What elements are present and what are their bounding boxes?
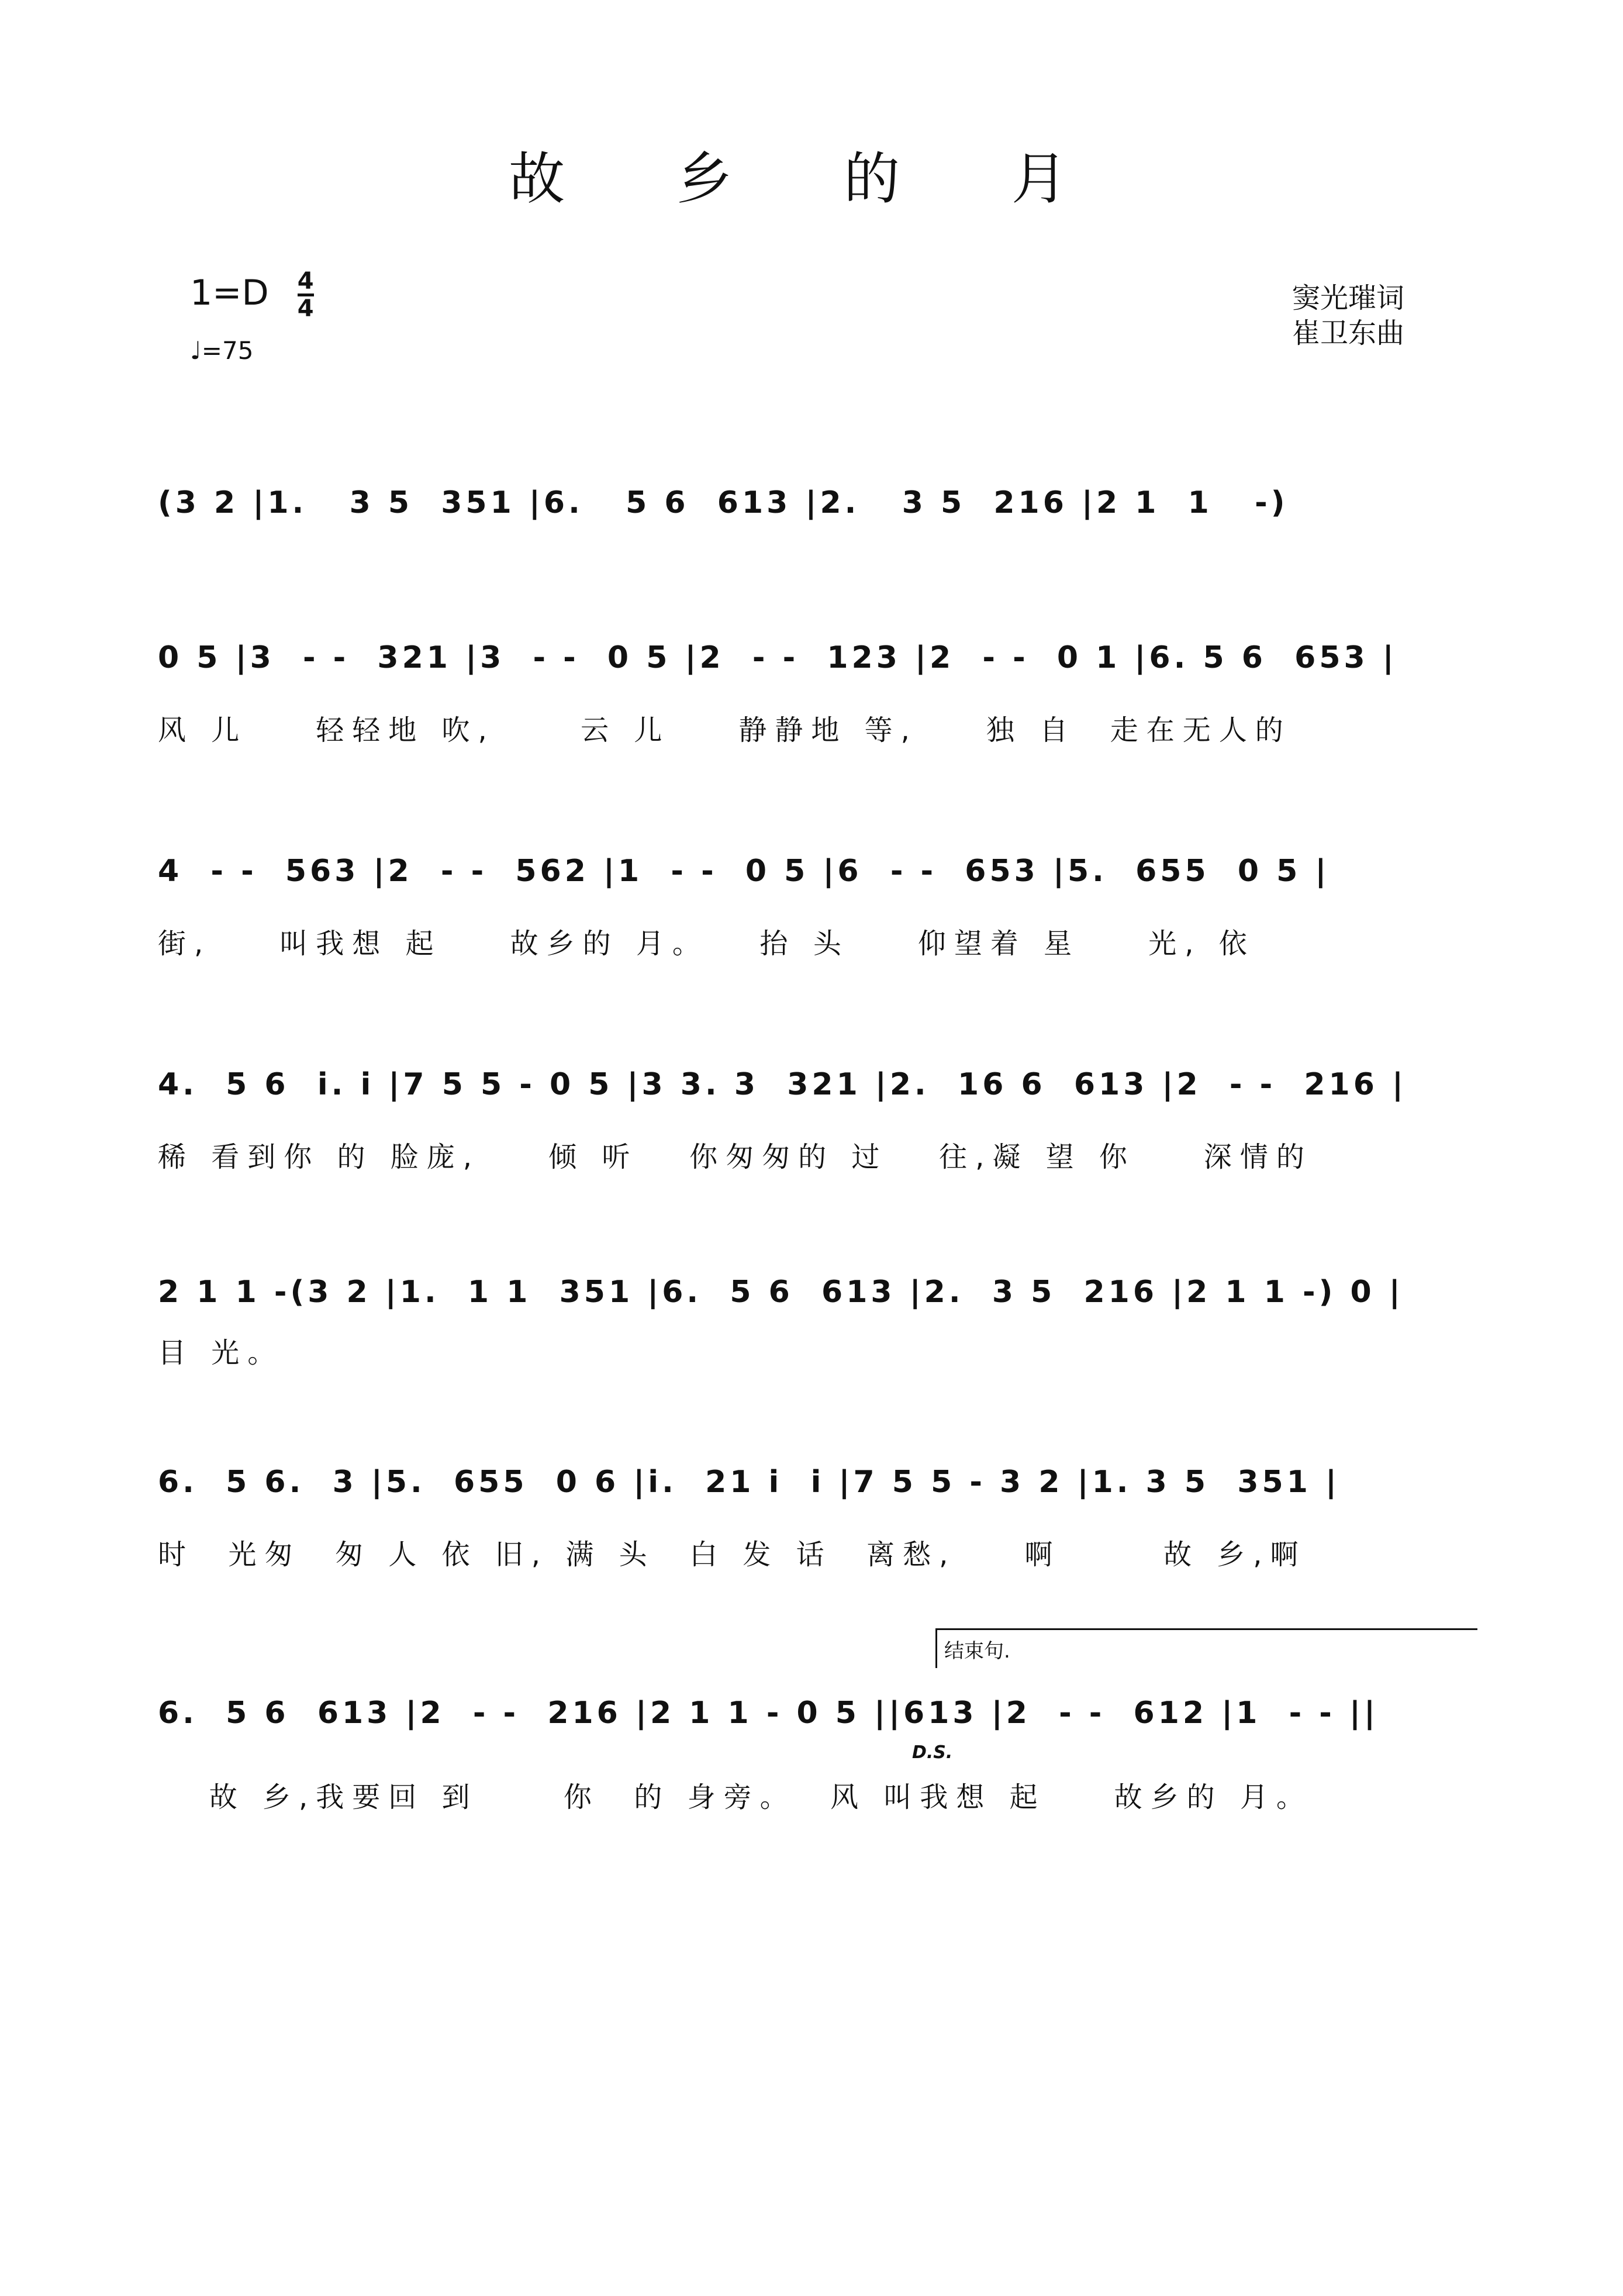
lyricist: 窦光璀词 (1292, 282, 1405, 315)
notation: (3 2 |1. 3 5 351 |6. 5 6 613 |2. 3 5 216 |2 1 1 -) (158, 485, 1289, 520)
notation: 2 1 1 -(3 2 |1. 1 1 351 |6. 5 6 613 |2. 3 5 216 |2 1 1 -) 0 | (158, 1275, 1404, 1310)
key-signature (190, 269, 314, 321)
lyrics: 风 儿 轻轻地 吹, 云 儿 静静地 等, 独 自 走在无人的 (158, 714, 1292, 747)
tempo-marking: ♩=75 (190, 336, 254, 365)
lyrics: 故 乡,我要回 到 你 的 身旁。 风 叫我想 起 故乡的 月。 (158, 1781, 1313, 1814)
lyrics: 稀 看到你 的 脸庞, 倾 听 你匆匆的 过 往,凝 望 你 深情的 (158, 1141, 1313, 1173)
ending-bracket: 结束句. (935, 1628, 1477, 1668)
lyrics: 街, 叫我想 起 故乡的 月。 抬 头 仰望着 星 光, 依 (158, 927, 1255, 960)
notation: 4 - - 563 |2 - - 562 |1 - - 0 5 |6 - - 653 |5. 655 0 5 | (158, 854, 1330, 889)
lyrics: 目 光。 (158, 1337, 284, 1369)
notation: 4. 5 6 i. i |7 5 5 - 0 5 |3 3. 3 321 |2. 16 6 613 |2 - - 216 | (158, 1067, 1407, 1102)
lyrics: 时 光匆 匆 人 依 旧, 满 头 白 发 话 离愁, 啊 故 乡,啊 (158, 1538, 1307, 1571)
ds-marking: D.S. (912, 1742, 953, 1763)
key-label: 1=D (190, 272, 269, 314)
page-title: 故 乡 的 月 (509, 146, 1114, 212)
notation: 6. 5 6. 3 |5. 655 0 6 |i. 21 i i |7 5 5 - 3 2 |1. 3 5 351 | (158, 1465, 1340, 1500)
time-signature: $\frac{4}{4}$ (297, 268, 314, 322)
composer: 崔卫东曲 (1292, 317, 1405, 350)
notation: 6. 5 6 613 |2 - - 216 |2 1 1 - 0 5 ||613 |2 - - 612 |1 - - || (158, 1696, 1379, 1731)
notation: 0 5 |3 - - 321 |3 - - 0 5 |2 - - 123 |2 - - 0 1 |6. 5 6 653 | (158, 640, 1397, 675)
credits (1292, 281, 1404, 351)
